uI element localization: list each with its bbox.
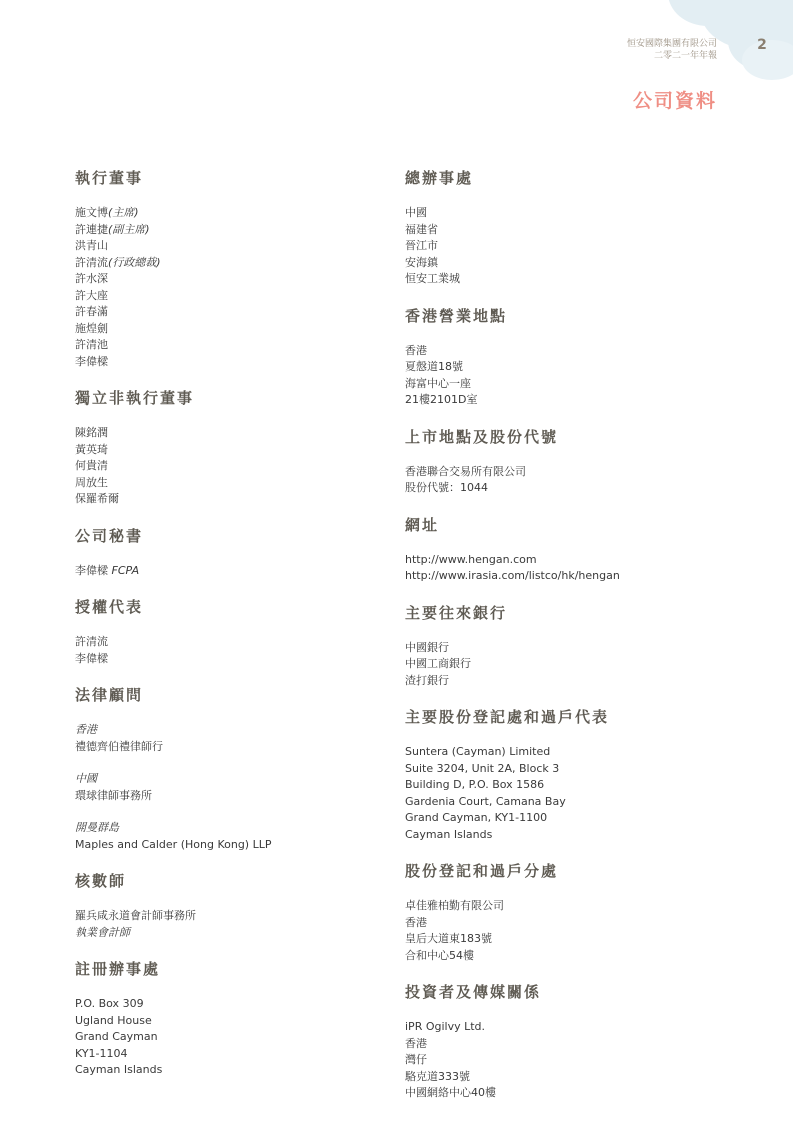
info-line: [75, 255, 375, 272]
section-heading: 授權代表: [75, 598, 144, 616]
section-heading: 總辦事處: [405, 169, 474, 187]
line-text: 許大座: [75, 288, 108, 302]
line-text: P.O. Box 309: [75, 997, 144, 1010]
report-name: 二零二一年年報: [653, 51, 717, 61]
info-line: [75, 908, 375, 925]
info-line: [75, 634, 375, 651]
info-line: 中國銀行: [405, 640, 449, 654]
info-line: 中國工商銀行: [405, 657, 471, 670]
info-line: 合和中心54樓: [405, 948, 474, 962]
line-text: 施煌劍: [75, 321, 108, 335]
spacer: [75, 804, 375, 820]
info-line: 皇后大道東183號: [405, 932, 492, 945]
info-line: 香港: [405, 343, 427, 357]
section-heading: 香港營業地點: [405, 306, 508, 325]
info-line: [75, 321, 375, 338]
info-line: [75, 475, 375, 492]
line-note: FCPA: [111, 563, 140, 577]
section-heading: 執行董事: [75, 169, 144, 187]
info-section: [405, 168, 735, 288]
info-line: 香港: [405, 915, 427, 929]
report-header: [627, 38, 717, 62]
line-text: 洪青山: [75, 239, 108, 252]
info-line: [75, 996, 375, 1013]
line-text: 黃英琦: [75, 442, 108, 456]
line-text: 許春滿: [75, 305, 108, 318]
info-line: http://www.hengan.com: [405, 552, 537, 566]
info-section: [75, 871, 375, 941]
info-line: 股份代號：1044: [405, 481, 488, 494]
line-note: 執業會計師: [75, 925, 130, 939]
jurisdiction-label: 香港: [75, 723, 97, 736]
section-heading: 上市地點及股份代號: [405, 427, 559, 446]
info-section: [405, 515, 735, 585]
company-name: 恒安國際集團有限公司: [626, 39, 717, 49]
line-text: 許清池: [75, 338, 108, 351]
info-section: [405, 861, 735, 964]
line-text: 許水深: [75, 272, 108, 285]
line-text: 李偉樑: [75, 651, 108, 665]
info-line: http://www.irasia.com/listco/hk/hengan: [405, 569, 620, 582]
line-text: 施文博: [75, 206, 108, 219]
info-line: [75, 442, 375, 459]
section-heading: 投資者及傳媒關係: [405, 983, 542, 1001]
info-line: [75, 337, 375, 354]
info-section: [405, 707, 735, 843]
info-line: [75, 1029, 375, 1046]
line-text: 羅兵咸永道會計師事務所: [75, 909, 196, 922]
line-text: 何貴清: [75, 459, 108, 472]
law-firm: 環球律師事務所: [75, 788, 152, 802]
page-title: 公司資料: [632, 90, 717, 112]
info-section: [75, 526, 375, 580]
line-text: 許清流: [75, 255, 108, 269]
law-firm: Maples and Calder (Hong Kong) LLP: [75, 837, 272, 851]
info-line: [75, 1046, 375, 1063]
info-line: [75, 238, 375, 255]
info-section: [75, 597, 375, 667]
section-heading: 法律顧問: [75, 686, 144, 704]
info-line: [75, 222, 375, 239]
info-section: [405, 603, 735, 690]
info-line: 香港: [405, 1036, 427, 1050]
info-line: [75, 304, 375, 321]
info-line: [75, 651, 375, 668]
jurisdiction-label: 中國: [75, 772, 97, 785]
info-section: [405, 427, 735, 497]
info-section: [75, 685, 375, 853]
line-text: Grand Cayman: [75, 1030, 158, 1043]
line-text: KY1-1104: [75, 1046, 128, 1060]
info-line: [75, 271, 375, 288]
section-heading: 公司秘書: [75, 526, 144, 545]
info-line: 福建省: [405, 222, 438, 236]
section-heading: 網址: [405, 515, 440, 534]
info-line: 恒安工業城: [405, 272, 460, 285]
section-heading: 主要股份登記處和過戶代表: [405, 708, 610, 726]
info-section: [75, 959, 375, 1079]
section-heading: 獨立非執行董事: [75, 389, 195, 407]
jurisdiction-label: 開曼群島: [75, 821, 119, 834]
section-heading: 核數師: [75, 872, 127, 890]
info-line: [75, 458, 375, 475]
info-section: [405, 982, 735, 1102]
info-section: [405, 306, 735, 409]
info-line: iPR Ogilvy Ltd.: [405, 1020, 486, 1033]
info-line: [75, 205, 375, 222]
info-line: [75, 563, 375, 580]
info-section: [75, 388, 375, 508]
info-line: Grand Cayman, KY1-1100: [405, 811, 548, 824]
info-line: 灣仔: [405, 1053, 427, 1066]
info-line: 夏慤道18號: [405, 360, 463, 373]
info-line: Building D, P.O. Box 1586: [405, 778, 545, 791]
info-line: 卓佳雅柏勤有限公司: [405, 899, 504, 912]
section-heading: 主要往來銀行: [405, 603, 508, 622]
info-line: [75, 425, 375, 442]
info-line: [75, 288, 375, 305]
info-line: [75, 925, 375, 942]
info-line: 中國: [405, 206, 427, 219]
info-line: [75, 354, 375, 371]
info-line: 安海鎮: [405, 255, 438, 269]
info-line: Suite 3204, Unit 2A, Block 3: [405, 761, 560, 775]
line-text: 許清流: [75, 635, 108, 648]
info-line: 21樓2101D室: [405, 393, 478, 406]
right-column: [405, 168, 735, 1120]
line-text: 陳銘潤: [75, 426, 108, 439]
info-line: [75, 1013, 375, 1030]
line-text: Cayman Islands: [75, 1063, 163, 1076]
info-line: 香港聯合交易所有限公司: [405, 464, 526, 478]
line-text: 許連捷: [75, 222, 108, 236]
line-note: (主席): [108, 206, 139, 219]
line-note: (行政總裁): [108, 255, 161, 269]
info-line: [75, 491, 375, 508]
law-firm: 禮德齊伯禮律師行: [75, 739, 163, 753]
line-note: (副主席): [108, 222, 150, 236]
section-heading: 註冊辦事處: [75, 960, 161, 978]
line-text: 李偉樑: [75, 563, 112, 577]
info-line: Suntera (Cayman) Limited: [405, 745, 551, 758]
line-text: 李偉樑: [75, 354, 108, 368]
page-number: 2: [757, 37, 767, 53]
info-line: 海富中心一座: [405, 376, 471, 390]
info-line: 駱克道333號: [405, 1069, 470, 1083]
info-line: Gardenia Court, Camana Bay: [405, 794, 566, 808]
info-line: [75, 1062, 375, 1079]
spacer: [75, 755, 375, 771]
left-column: [75, 168, 375, 1097]
line-text: Ugland House: [75, 1013, 152, 1027]
line-text: 周放生: [75, 475, 108, 489]
info-section: [75, 168, 375, 370]
info-line: 中國網絡中心40樓: [405, 1086, 496, 1099]
info-line: 渣打銀行: [405, 673, 449, 687]
section-heading: 股份登記和過戶分處: [405, 862, 559, 880]
info-line: Cayman Islands: [405, 827, 493, 841]
line-text: 保羅希爾: [75, 492, 119, 505]
info-line: 晉江市: [405, 239, 438, 252]
